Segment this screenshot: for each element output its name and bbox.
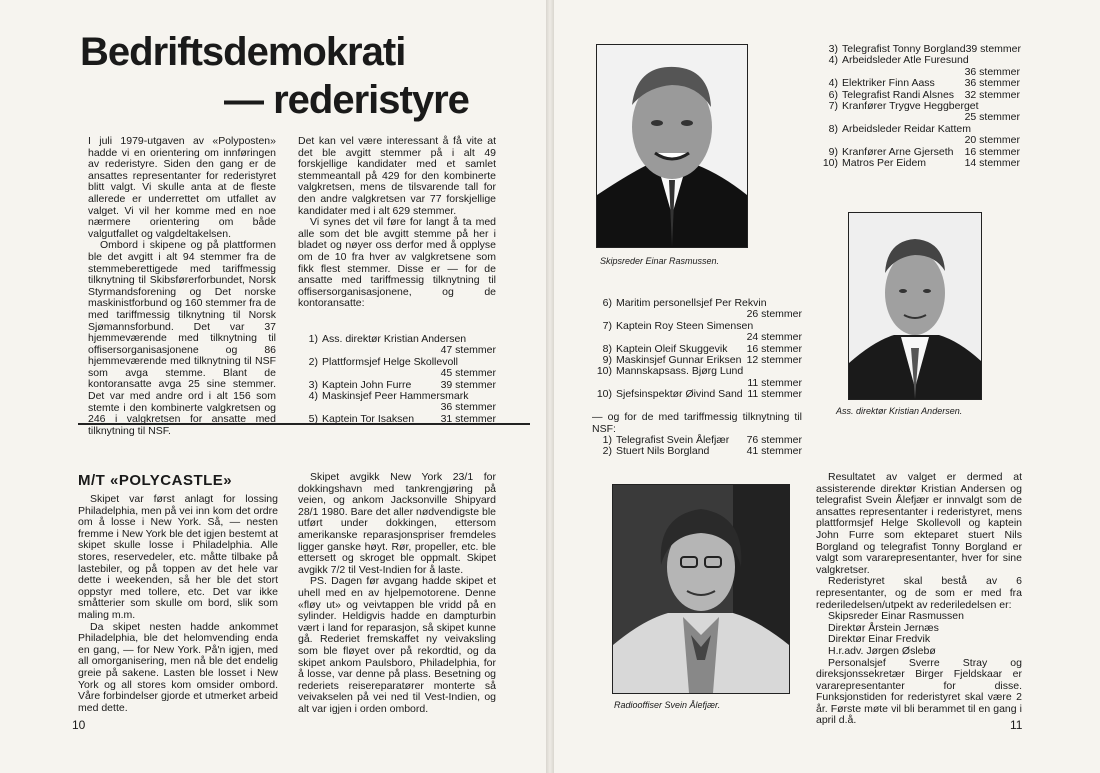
list-item: 4) Maskinsjef Peer Hammersmark 36 stemmer	[308, 390, 496, 414]
section-heading: M/T «POLYCASTLE»	[78, 472, 233, 489]
photo-caption: Radiooffiser Svein Ålefjær.	[614, 700, 721, 710]
section-divider	[78, 423, 530, 425]
paragraph: — og for de med tariffmessig tilknytning til NSF:	[592, 411, 802, 435]
list-item: 7) Kranfører Trygve Heggberget 25 stemmer	[828, 100, 1020, 124]
list-item: 8) Arbeidsleder Reidar Kattem 20 stemmer	[828, 122, 1020, 147]
list-item: 2) Plattformsjef Helge Skollevoll 45 stemmer	[308, 355, 496, 380]
list-item: 6) Telegrafist Randi Alsnes 32 stemmer	[828, 88, 1020, 101]
list-item: 9) Kranfører Arne Gjerseth 16 stemmer	[828, 145, 1020, 158]
list-item: 10) Matros Per Eidem 14 stemmer	[822, 157, 1020, 170]
portrait-image	[613, 485, 789, 693]
list-item: 10) Mannskapsass. Bjørg Lund 11 stemmer	[596, 365, 802, 389]
paragraph: Rederistyret skal bestå av 6 representanter, og de som er med fra rederiledelsen/utpekt av rederiledelsen er:	[816, 575, 1022, 611]
paragraph: Personalsjef Sverre Stray og direksjonssekretær Birger Fjeldskaar er vararepresentanter for disse. Funksjonstiden for rederistyret skal være 2 år. Første møte vil bli berammet til en gang i april d.å.	[816, 656, 1022, 727]
portrait-image	[597, 45, 747, 247]
article-column-2	[298, 136, 496, 310]
article-column-1	[88, 136, 276, 437]
list-item: 2) Stuert Nils Borgland 41 stemmer	[602, 445, 802, 458]
article-title-line2: — rederistyre	[224, 78, 469, 122]
paragraph: Vi synes det vil føre for langt å ta med alle som det ble avgitt stemme på her i bladet og nøyer oss derfor med å opplyse om de 10 fra hver av valgkretsene som fikk flest stemmer. Disse er — for de ansatte med tariffmessig tilknytning til offisersorganisasjonene, og de kontoransatte:	[298, 216, 496, 310]
paragraph: PS. Dagen før avgang hadde skipet et uhell med en av hjelpemotorene. Denne «fløy ut» og veivtappen ble vridd på en sylinder. Heldigvis hadde en dampturbin vært i land for reparasjon, så skipet kunne gå. Rederiet fremskaffet ny veivaksling som ble fløyet over på rekordtid, og da skipet ankom Paulsboro, Philadelphia, for å losse, var denne på plass. Besetning og rederiets reisereparatører monterte så veivakselen på vei ned til Vest-Indien, og alt var igjen i orden ombord.	[298, 575, 496, 715]
list-item: 1) Telegrafist Svein Ålefjær 76 stemmer	[602, 434, 802, 446]
paragraph: I juli 1979-utgaven av «Polyposten» hadde vi en orientering om innføringen av rederistyre. Siden den gang er de ansattes representanter for rederistyret blitt valgt. Vi skulle anta at de fleste allerede er underrettet om utfallet av valget. Vi vil her komme med en noe nærmere orientering om både valgutfallet og valgdeltakelsen.	[88, 135, 276, 240]
list-item: 4) Elektriker Finn Aass 36 stemmer	[828, 77, 1020, 90]
list-item: 5) Kaptein Tor Isaksen 31 stemmer	[308, 412, 496, 425]
list-item: 10) Sjefsinspektør Øivind Sand 11 stemmer	[596, 388, 802, 401]
paragraph: Resultatet av valget er dermed at assisterende direktør Kristian Andersen og telegrafist Svein Ålefjær er innvalgt som de ansattes representanter i rederistyret, mens plattformsjef Helge Skollevoll og kaptein John Furre som ekteparet stuert Nils Borgland og telegrafist Tonny Borgland er valgt som vararepresentanter, hver for sine valgkretser.	[816, 471, 1022, 576]
article-title-line1: Bedriftsdemokrati	[80, 30, 406, 74]
portrait-photo-andersen	[848, 212, 982, 400]
section-column-2	[298, 472, 496, 715]
paragraph: Skipet avgikk New York 23/1 for dokkingshavn med tankrengjøring på veien, og ankom Jacksonville Shipyard 28/1 1980. Bare det aller nødvendigste ble utført under dokkingen, ettersom amerikanske reparasjonspriser fremdeles ligger ganske høyt. Rør, propeller, etc. ble ettersett og skroget ble oppmalt. Skipet avgikk 7/2 til Vest-Indien for å laste.	[298, 471, 496, 576]
list-item: 8) Kaptein Oleif Skuggevik 16 stemmer	[602, 342, 802, 355]
paragraph: Ombord i skipene og på plattformen ble det avgitt i alt 94 stemmer fra de stemmeberettigede med tariffmessig tilknytning til Skibsførerforbundet, Norsk Styrmandsforening og Det norske maskinistforbund og 160 stemmer fra de med tariffmessig tilknytning til Norsk Sjømannsforbund. Det var 37 hjemmeværende med tilknytning til offisersorganisasjonene og 86 hjemmeværende med tilknytning til NSF som avga stemme. Blant de kontoransatte avga 25 sine stemmer. Det var med andre ord i alt 156 som stemte i den kombinerte valgkretsen og 246 i valgkretsen for ansatte med tilknytning til NSF.	[88, 239, 276, 437]
portrait-photo-rasmussen	[596, 44, 748, 248]
vote-list-top-right	[818, 44, 1020, 169]
paragraph: Det kan vel være interessant å få vite at det ble avgitt stemmer på i alt 49 forskjellige kandidater med et samlet stemmeantall på 429 for den kombinerte valgkretsen, mens de tilsvarende tall for den andre valgkretsen var 77 forskjellige kandidater med i alt 629 stemmer.	[298, 135, 496, 217]
list-item: 6) Maritim personellsjef Per Rekvin 26 stemmer	[602, 297, 802, 321]
list-item: Direktør Einar Fredvik	[828, 633, 931, 646]
section-column-1	[78, 494, 278, 714]
list-item: H.r.adv. Jørgen Øslebø	[828, 644, 936, 657]
nsf-intro	[592, 412, 802, 435]
list-item: 9) Maskinsjef Gunnar Eriksen 12 stemmer	[602, 354, 802, 367]
list-item: 3) Kaptein John Furre 39 stemmer	[308, 378, 496, 391]
page-gutter	[546, 0, 554, 773]
list-item: 4) Arbeidsleder Atle Furesund 36 stemmer	[828, 54, 1020, 78]
vote-list-mid-right	[592, 298, 802, 401]
page-number: 10	[72, 718, 86, 732]
list-item: 7) Kaptein Roy Steen Simensen 24 stemmer	[602, 319, 802, 344]
paragraph: Da skipet nesten hadde ankommet Philadelphia, ble det helomvending enda en gang, — for New York. På'n igjen, med all omorganisering, men nå ble det endelig greie på sakene. Lasten ble losset i New York og all stores kom omsider ombord. Våre forbindelser gjorde et utmerket arbeid med dette.	[78, 620, 278, 714]
page-number: 11	[1010, 718, 1023, 732]
photo-caption: Ass. direktør Kristian Andersen.	[836, 406, 963, 416]
vote-list-left	[298, 334, 496, 425]
list-item: Skipsreder Einar Rasmussen	[828, 610, 964, 623]
vote-list-nsf	[592, 435, 802, 458]
photo-caption: Skipsreder Einar Rasmussen.	[600, 256, 720, 266]
list-item: 3) Telegrafist Tonny Borgland 39 stemmer	[828, 43, 1021, 55]
result-text	[816, 472, 1022, 727]
list-item: 1) Ass. direktør Kristian Andersen 47 stemmer	[308, 333, 496, 357]
paragraph: Skipet var først anlagt for lossing Philadelphia, men på vei inn kom det ordre om å losse i New York. Så, — nesten fremme i New York ble det igjen bestemt at skipet skulle losse i Philadelphia. Alle stores, reservedeler, etc. måtte tilbake på lastebiler, og på toppen av det hele var dette i weekenden, så her ble det stort oppstyr med tollere, etc. Det var ikke småtterier som skulle om bord, slik som maling m.m.	[78, 493, 278, 621]
list-item: Direktør Årstein Jernæs	[828, 621, 939, 634]
portrait-photo-alefjaer	[612, 484, 790, 694]
portrait-image	[849, 213, 981, 399]
